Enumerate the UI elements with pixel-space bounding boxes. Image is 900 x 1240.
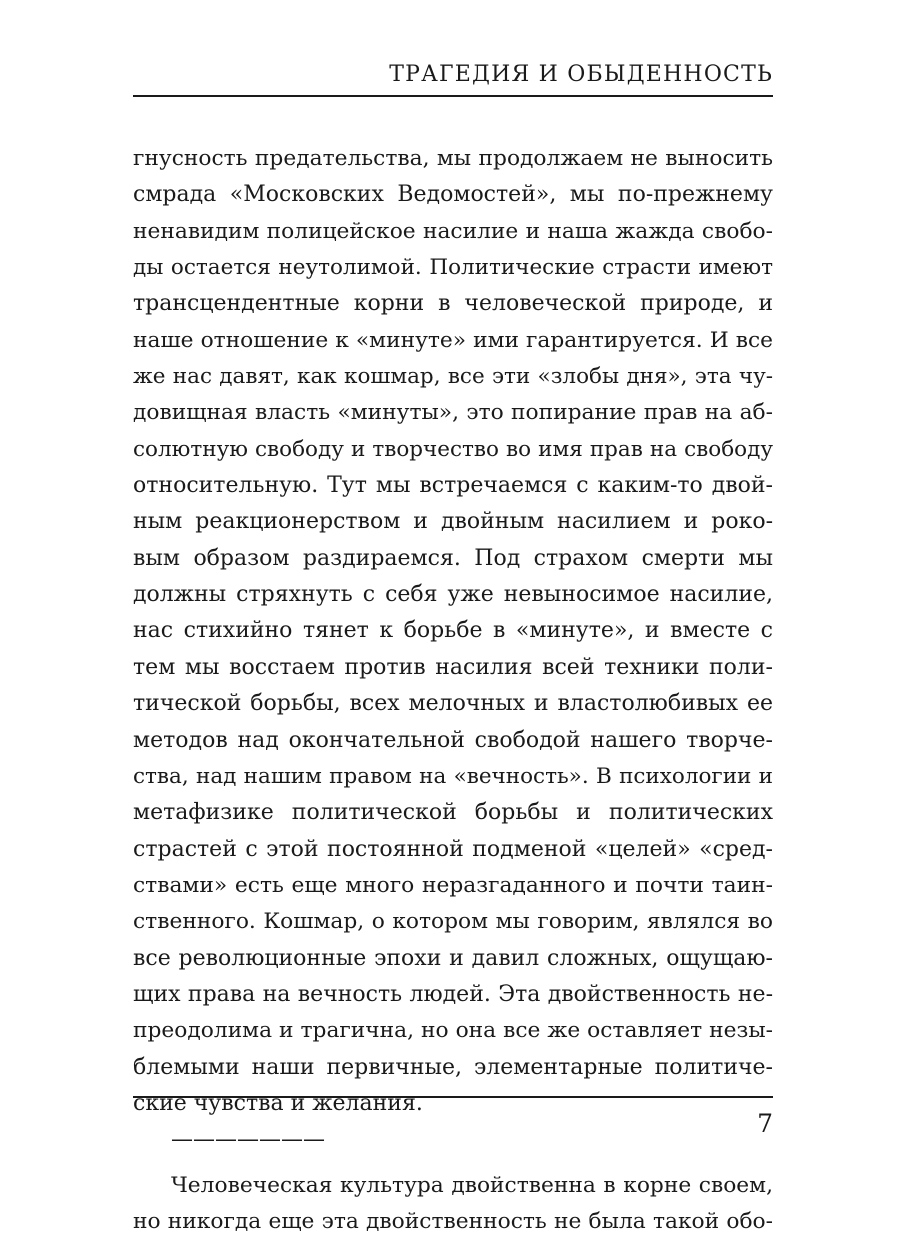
text-line: ства, над нашим правом на «вечность». В психологии и — [133, 763, 773, 789]
text-line: ственного. Кошмар, о котором мы говорим, являлся во — [133, 909, 773, 935]
header-rule — [133, 95, 773, 97]
text-line: ным реакционерством и двойным насилием и роко- — [133, 509, 773, 535]
text-line: относительную. Тут мы встречаемся с каким-то двой- — [133, 473, 773, 499]
text-line: гнусность предательства, мы продолжаем не выносить — [133, 146, 773, 171]
text-line: ствами» есть еще много неразгаданного и почти таин- — [133, 872, 773, 898]
text-line: ские чувства и желания. — [133, 1090, 423, 1116]
text-line: но никогда еще эта двойственность не была такой обо- — [133, 1208, 773, 1234]
text-line: метафизике политической борьбы и политических — [133, 800, 773, 826]
text-line: же нас давят, как кошмар, все эти «злобы дня», эта чу- — [133, 364, 773, 390]
text-line: методов над окончательной свободой нашего творче- — [133, 727, 773, 753]
text-line: Человеческая культура двойственна в корне своем, — [171, 1172, 773, 1198]
body-text — [133, 141, 773, 1240]
text-line: должны стряхнуть с себя уже невыносимое насилие, — [133, 582, 773, 608]
text-line: все революционные эпохи и давил сложных, ощущаю- — [133, 945, 773, 971]
text-line: довищная власть «минуты», это попирание прав на аб- — [133, 400, 773, 426]
page-number: 7 — [757, 1109, 773, 1138]
paragraph-1 — [133, 141, 773, 1122]
text-line: преодолима и трагична, но она все же оставляет незы- — [133, 1018, 773, 1044]
text-line: тем мы восстаем против насилия всей техники поли- — [133, 654, 773, 680]
text-line: вым образом раздираемся. Под страхом смерти мы — [133, 545, 773, 571]
text-line: солютную свободу и творчество во имя прав на свободу — [133, 436, 773, 462]
section-separator: ——————— — [171, 1127, 325, 1153]
text-line: тической борьбы, всех мелочных и властолюбивых ее — [133, 691, 773, 717]
text-line: трансцендентные корни в человеческой природе, и — [133, 291, 773, 317]
text-line: щих права на вечность людей. Эта двойственность не- — [133, 981, 773, 1007]
text-line: страстей с этой постоянной подменой «целей» «сред- — [133, 836, 773, 862]
paragraph-2 — [133, 1168, 773, 1240]
text-line: ды остается неутолимой. Политические страсти имеют — [133, 255, 773, 281]
text-line: нас стихийно тянет к борьбе в «минуте», и вместе с — [133, 618, 773, 644]
text-line: смрада «Московских Ведомостей», мы по-прежнему — [133, 182, 773, 208]
text-line: блемыми наши первичные, элементарные политиче- — [133, 1054, 773, 1080]
running-header-title: ТРАГЕДИЯ И ОБЫДЕННОСТЬ — [389, 62, 773, 87]
text-line: ненавидим полицейское насилие и наша жажда свобо- — [133, 218, 773, 244]
text-line: наше отношение к «минуте» ими гарантируется. И все — [133, 327, 773, 353]
footer-rule — [133, 1096, 773, 1098]
